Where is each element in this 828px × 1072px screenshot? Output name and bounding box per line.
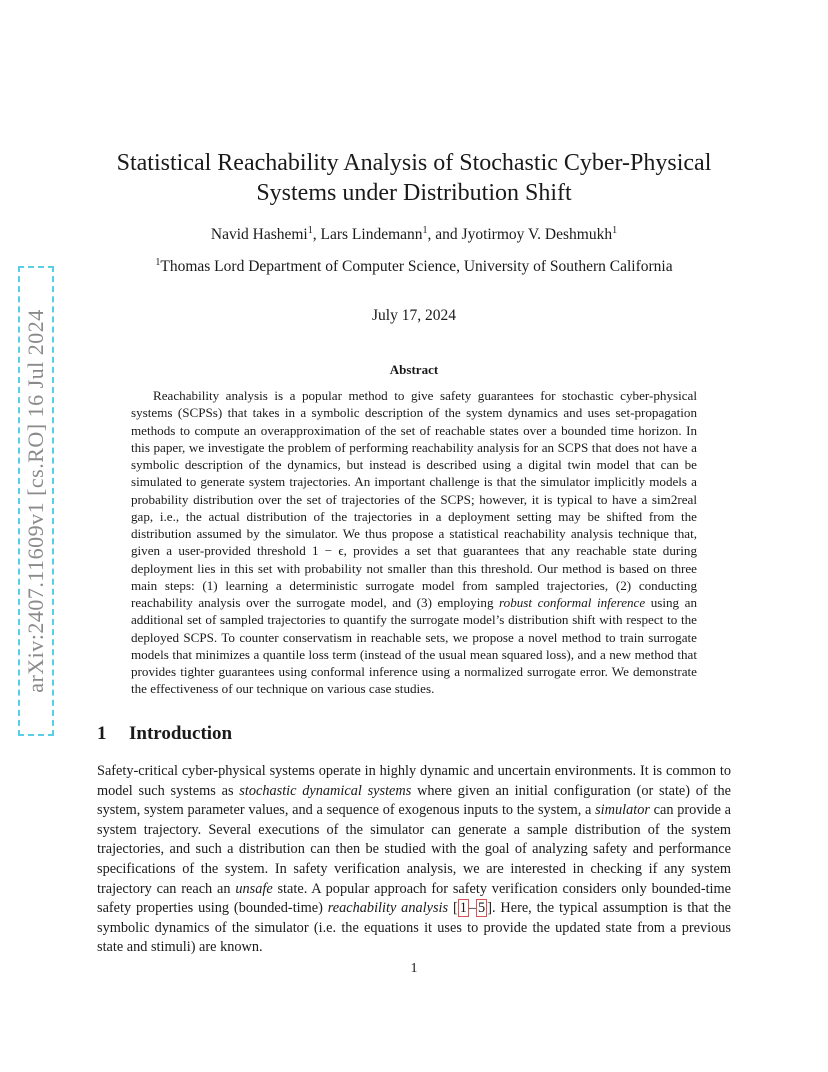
abstract-text: using an additional set of sampled trajectories to quantify the surrogate model’s distribution shift with respect to the deployed SCPS. To counter conservatism in reachable sets, we propose a novel method to train surrogate models that minimizes a quantile loss term (instead of the usual mean squared loss), and a new method that provides tighter guarantees using conformal inference using a normalized surrogate error. We demonstrate the effectiveness of our technique on various case studies. bbox=[131, 595, 697, 697]
section-number: 1 bbox=[97, 723, 107, 744]
abstract-text: Reachability analysis is a popular method to give safety guarantees for stochastic cyber-physical systems (SCPSs) that takes in a symbolic description of the system dynamics and uses set-propagation methods to compute an overapproximation of the set of reachable states over a bounded time horizon. In this paper, we investigate the problem of performing reachability analysis for an SCPS that does not have a symbolic description of the dynamics, but instead is described using a digital twin model that can be simulated to generate system trajectories. An important challenge is that the simulator implicitly models a probability distribution over the set of trajectories of the SCPS; however, it is typical to have a sim2real gap, i.e., the actual distribution of the trajectories in a deployment setting may be shifted from the distribution assumed by the simulator. We thus propose a statistical reachability analysis technique that, given a user-provided threshold bbox=[131, 388, 697, 559]
arxiv-identifier[interactable]: arXiv:2407.11609v1 [cs.RO] 16 Jul 2024 bbox=[23, 309, 48, 693]
citation-bracket: ] bbox=[487, 900, 492, 917]
citation-dash: – bbox=[468, 900, 477, 917]
paper-title-line-1: Statistical Reachability Analysis of Stochastic Cyber-Physical bbox=[116, 150, 712, 176]
abstract-text: , provides a set that guarantees that any reachable state during deployment lies in this set with probability not smaller than this threshold. Our method is based on three main steps: (1) learning a deterministic surrogate model from sampled trajectories, (2) conducting reachability analysis over the surrogate model, and (3) employing bbox=[131, 543, 697, 610]
section-heading bbox=[97, 723, 232, 745]
publication-date: July 17, 2024 bbox=[372, 307, 456, 324]
section-title: Introduction bbox=[129, 723, 233, 744]
author-affiliation-mark: 1 bbox=[307, 225, 313, 236]
citation-bracket: [ bbox=[448, 900, 458, 917]
intro-text: state. A popular approach for safety verification considers only bounded-time safety properties using (bounded-time) bbox=[97, 880, 731, 917]
intro-text: where given an initial configuration (or state) of the system, system parameter values, and a sequence of exogenous inputs to the system, a bbox=[97, 782, 731, 819]
abstract-emphasis: robust conformal inference bbox=[499, 595, 646, 610]
paper-title bbox=[110, 148, 718, 208]
intro-emphasis: simulator bbox=[595, 802, 650, 819]
intro-text: can provide a system trajectory. Several executions of the simulator can generate a sample distribution of the system trajectories, and such a distribution can then be studied with the goal of analyzing safety and performance specifications of the system. In safety verification analysis, we are interested in checking if any system trajectory can reach an bbox=[97, 802, 731, 897]
page-number: 1 bbox=[410, 961, 418, 976]
affiliation-text: Thomas Lord Department of Computer Science, University of Southern California bbox=[160, 258, 673, 275]
author-conjunction: and bbox=[435, 226, 458, 243]
abstract-heading: Abstract bbox=[389, 362, 439, 377]
author-name: Navid Hashemi bbox=[210, 226, 308, 243]
author-affiliation-mark: 1 bbox=[612, 225, 618, 236]
author-name: Jyotirmoy V. Deshmukh bbox=[461, 226, 613, 243]
author-affiliation-mark: 1 bbox=[422, 225, 428, 236]
arxiv-stamp bbox=[18, 266, 54, 736]
affiliation bbox=[100, 258, 728, 276]
author-name: Lars Lindemann bbox=[320, 226, 423, 243]
paper-title-line-2: Systems under Distribution Shift bbox=[256, 180, 572, 206]
intro-emphasis: stochastic dynamical systems bbox=[239, 782, 412, 799]
intro-text: Safety-critical cyber-physical systems operate in highly dynamic and uncertain environments. It is common to model such systems as bbox=[97, 763, 731, 799]
citation-link[interactable]: 5 bbox=[478, 900, 486, 917]
abstract-math: 1 − ϵ bbox=[311, 543, 344, 559]
intro-emphasis: unsafe bbox=[235, 880, 273, 897]
affiliation-mark: 1 bbox=[155, 257, 161, 268]
author-list: Navid Hashemi$^1$, Lars Lindemann$^1$, and Jyotirmoy V. Deshmukh$^1$ bbox=[210, 225, 618, 243]
citation-link[interactable]: 1 bbox=[459, 900, 467, 917]
intro-text: . Here, the typical assumption is that the symbolic dynamics of the simulator (i.e. the equations it uses to provide the updated state from a previous state and stimuli) are known. bbox=[97, 900, 732, 956]
intro-emphasis: reachability analysis bbox=[327, 900, 449, 917]
abstract-body bbox=[131, 387, 697, 698]
introduction-paragraph bbox=[97, 762, 731, 958]
